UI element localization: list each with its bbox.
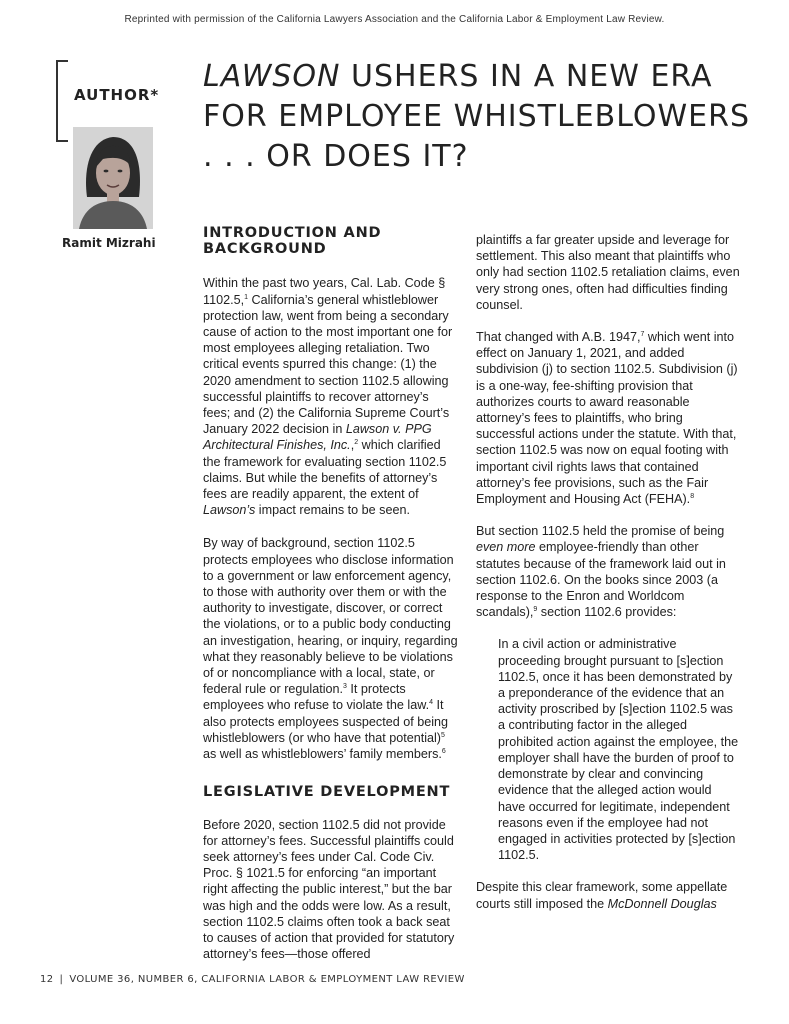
footnote-ref: 5 [441, 731, 445, 739]
text-span: But section 1102.5 held the promise of being [476, 524, 725, 539]
footnote-ref: 3 [343, 683, 347, 691]
statute-quote: In a civil action or administrative proceeding brought pursuant to [s]ection 1102.5, once it has been demonstrated by a preponderance of the evidence that an activity proscribed by [s]ection 1102.5 was a contributing factor in the alleged prohibited action against the employee, the employer shall have the burden of proof to demonstrate by clear and convincing evidence that the alleged action would have occurred for legitimate, independent reasons even if the employee had not engaged in activities protected by [s]ection 1102.5. [498, 637, 739, 863]
intro-paragraph-2 [203, 535, 459, 762]
legislative-paragraph-4 [476, 523, 740, 620]
title-rest: USHERS IN A NEW ERA FOR EMPLOYEE WHISTLEBLOWERS . . . OR DOES IT? [203, 59, 751, 174]
text-span: employee-friendly than other statutes because of the framework laid out in section 1102.6. On the books since 2003 (a response to the Enron and Worldcom scandals), [476, 540, 726, 620]
text-span: , [350, 438, 355, 453]
right-column [476, 232, 740, 912]
intro-paragraph-1 [203, 275, 459, 518]
legislative-paragraph-1: Before 2020, section 1102.5 did not provide for attorney’s fees. Successful plaintiffs could seek attorney’s fees under Cal. Code Civ. Proc. § 1021.5 for enforcing “an important right affecting the public interest,” but the bar was high and the odds were low. As a result, section 1102.5 claims often took a back seat to causes of action that provided for statutory attorney’s fees—those offered [203, 817, 455, 962]
legislative-paragraph-3 [476, 329, 740, 507]
left-column [203, 225, 459, 962]
footer-separator: | [59, 974, 64, 985]
author-label: AUTHOR* [74, 86, 160, 104]
case-name: McDonnell Douglas [607, 896, 717, 911]
text-span: Despite this clear framework, some appellate courts still imposed the [476, 880, 728, 911]
page-number: 12 [40, 974, 54, 985]
text-span: which went into effect on January 1, 2021, and added subdivision (j) to section 1102.5. Subdivision (j) is a one-way, fee-shifting provision that authorizes courts to award reasonable attorney’s fees to plaintiffs, who bring successful actions under the statute. With that, section 1102.5 was now on equal footing with important civil rights laws that contained attorney’s fee provisions, such as the Fair Employment and Housing Act (FEHA). [476, 330, 738, 507]
legislative-paragraph-5 [476, 879, 740, 911]
reprint-notice: Reprinted with permission of the California Lawyers Association and the California Labor & Employment Law Review. [124, 14, 665, 25]
intro-heading: INTRODUCTION AND BACKGROUND [203, 225, 382, 258]
text-span: That changed with A.B. 1947, [476, 330, 641, 345]
text-span: It also protects employees suspected of being whistleblowers (or who have that potential) [203, 698, 449, 745]
footnote-ref: 6 [441, 747, 446, 755]
author-bracket [56, 60, 68, 142]
footnote-ref: 8 [690, 492, 695, 500]
legislative-paragraph-2: plaintiffs a far greater upside and leverage for settlement. This also meant that plaintiffs who only had section 1102.5 retaliation claims, even very strong ones, often had difficulties finding counsel. [476, 233, 740, 312]
text-span: which clarified the framework for evaluating section 1102.5 claims. But while the benefits of attorney’s fees are readily apparent, the extent of [203, 438, 447, 502]
legislative-heading: LEGISLATIVE DEVELOPMENT [203, 784, 451, 801]
case-name: Lawson v. PPG Architectural Finishes, Inc. [203, 422, 432, 453]
text-span: as well as whistleblowers’ family members. [203, 747, 442, 762]
author-name: Ramit Mizrahi [62, 236, 156, 250]
author-photo [73, 127, 153, 229]
text-span: Within the past two years, Cal. Lab. Code § 1102.5, [203, 276, 446, 307]
text-span: section 1102.6 provides: [537, 605, 677, 620]
text-span: impact remains to be seen. [255, 503, 410, 518]
emphasis: even more [476, 540, 536, 555]
footnote-ref: 7 [640, 330, 645, 338]
footnote-ref: 9 [533, 606, 538, 614]
text-span: California’s general whistleblower protection law, went from being a secondary cause of action to the most important one for most employees alleging retaliation. Two critical events spurred this change: (1) the 2020 amendment to section 1102.5 allowing successful plaintiffs to recover attorney’s fees; and (2) the California Supreme Court’s January 2022 decision in [203, 292, 453, 437]
footnote-ref: 2 [354, 439, 359, 447]
footnote-ref: 1 [244, 293, 248, 301]
footnote-ref: 4 [429, 699, 434, 707]
title-italic-word: LAWSON [203, 59, 341, 94]
case-name: Lawson’s [203, 503, 256, 518]
text-span: By way of background, section 1102.5 protects employees who disclose information to a government or law enforcement agency, to those with authority over them or with the authority to investigate, discover, or correct the violations, or to a public body conducting an investigation, hearing, or inquiry, regarding what they reasonably believe to be violations of or noncompliance with a local, state, or federal rule or regulation. [203, 536, 458, 697]
publication-name: VOLUME 36, NUMBER 6, CALIFORNIA LABOR & EMPLOYMENT LAW REVIEW [69, 974, 465, 985]
article-title [203, 57, 763, 177]
text-span: It protects employees who refuse to violate the law. [203, 682, 430, 713]
page-footer [40, 974, 465, 985]
